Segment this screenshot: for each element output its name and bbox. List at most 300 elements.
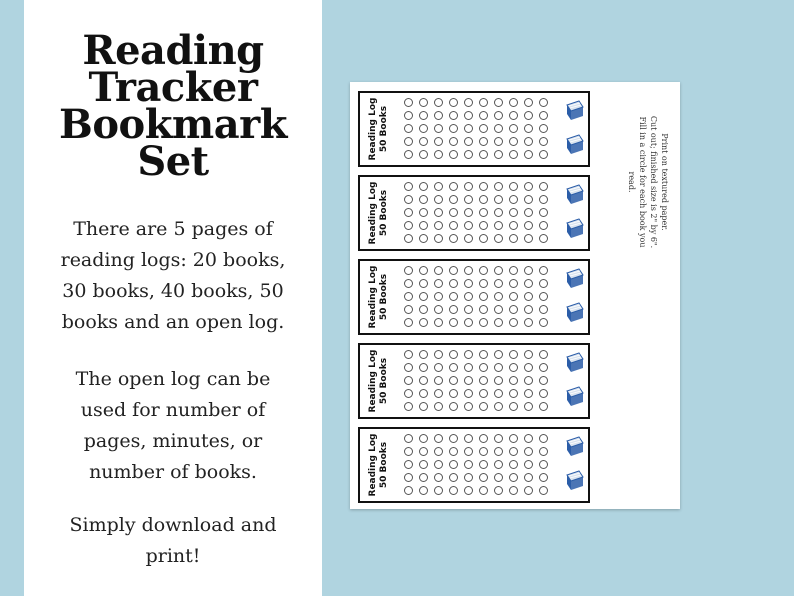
tracking-circle bbox=[434, 221, 443, 230]
bookmark-title: Reading Log bbox=[368, 349, 378, 413]
tracking-circle bbox=[539, 266, 548, 275]
tracking-circle bbox=[479, 234, 488, 243]
tracking-circle bbox=[509, 279, 518, 288]
tracking-circle bbox=[509, 473, 518, 482]
product-title bbox=[24, 27, 322, 185]
instruction-line: Print on textured paper. bbox=[660, 133, 669, 231]
tracking-circle bbox=[434, 182, 443, 191]
tracking-circle bbox=[479, 486, 488, 495]
tracking-circle bbox=[449, 460, 458, 469]
tracking-circle bbox=[449, 182, 458, 191]
tracking-circle bbox=[479, 363, 488, 372]
tracking-circle bbox=[479, 195, 488, 204]
tracking-circle bbox=[419, 124, 428, 133]
tracking-circle bbox=[434, 111, 443, 120]
tracking-circle bbox=[479, 389, 488, 398]
tracking-circle bbox=[524, 350, 533, 359]
tracking-circle bbox=[539, 221, 548, 230]
tracking-circle bbox=[539, 195, 548, 204]
tracking-circle bbox=[494, 195, 503, 204]
tracking-circle bbox=[524, 486, 533, 495]
tracking-circle bbox=[479, 221, 488, 230]
tracking-circle bbox=[479, 266, 488, 275]
tracking-circle bbox=[509, 292, 518, 301]
tracking-circle bbox=[404, 318, 413, 327]
tracking-circle bbox=[464, 363, 473, 372]
tracking-circle bbox=[464, 208, 473, 217]
tracking-circle bbox=[434, 234, 443, 243]
book-stack-icon bbox=[565, 301, 585, 325]
description-line: 30 books, 40 books, 50 bbox=[62, 280, 284, 302]
tracking-circle bbox=[494, 460, 503, 469]
tracking-circle bbox=[509, 486, 518, 495]
tracking-circle bbox=[419, 266, 428, 275]
tracking-circle bbox=[494, 305, 503, 314]
tracking-circle bbox=[539, 434, 548, 443]
tracking-circle bbox=[539, 318, 548, 327]
tracking-circle bbox=[464, 460, 473, 469]
instruction-line: Cut out; finished size is 2" by 6". bbox=[649, 115, 658, 249]
tracking-circle bbox=[509, 234, 518, 243]
tracking-circle bbox=[404, 221, 413, 230]
tracking-circle bbox=[419, 221, 428, 230]
tracking-circle bbox=[494, 434, 503, 443]
tracking-circle bbox=[479, 124, 488, 133]
tracking-circle bbox=[464, 305, 473, 314]
tracking-circle bbox=[464, 318, 473, 327]
tracking-circle bbox=[464, 266, 473, 275]
circle-grid bbox=[404, 434, 550, 497]
tracking-circle bbox=[494, 266, 503, 275]
bookmark-count: 50 Books bbox=[379, 441, 389, 489]
tracking-circle bbox=[404, 350, 413, 359]
tracking-circle bbox=[419, 305, 428, 314]
tracking-circle bbox=[509, 376, 518, 385]
tracking-circle bbox=[464, 434, 473, 443]
tracking-circle bbox=[509, 363, 518, 372]
description-paragraph-download bbox=[24, 510, 322, 572]
tracking-circle bbox=[449, 150, 458, 159]
tracking-circle bbox=[419, 234, 428, 243]
tracking-circle bbox=[404, 389, 413, 398]
tracking-circle bbox=[449, 486, 458, 495]
tracking-circle bbox=[479, 98, 488, 107]
tracking-circle bbox=[509, 318, 518, 327]
tracking-circle bbox=[464, 292, 473, 301]
tracking-circle bbox=[404, 402, 413, 411]
bookmark-count: 50 Books bbox=[379, 189, 389, 237]
tracking-circle bbox=[449, 434, 458, 443]
tracking-circle bbox=[509, 195, 518, 204]
tracking-circle bbox=[419, 434, 428, 443]
tracking-circle bbox=[419, 447, 428, 456]
tracking-circle bbox=[434, 279, 443, 288]
tracking-circle bbox=[524, 447, 533, 456]
tracking-circle bbox=[509, 208, 518, 217]
tracking-circle bbox=[434, 150, 443, 159]
tracking-circle bbox=[404, 447, 413, 456]
tracking-circle bbox=[449, 389, 458, 398]
tracking-circle bbox=[524, 137, 533, 146]
bookmark-label bbox=[362, 345, 396, 417]
tracking-circle bbox=[539, 305, 548, 314]
bookmark-2 bbox=[358, 175, 590, 251]
tracking-circle bbox=[419, 473, 428, 482]
book-stack-icon bbox=[565, 351, 585, 375]
tracking-circle bbox=[419, 363, 428, 372]
tracking-circle bbox=[494, 221, 503, 230]
tracking-circle bbox=[539, 292, 548, 301]
title-line: Tracker bbox=[88, 64, 258, 111]
tracking-circle bbox=[539, 363, 548, 372]
tracking-circle bbox=[419, 111, 428, 120]
tracking-circle bbox=[464, 182, 473, 191]
tracking-circle bbox=[449, 292, 458, 301]
tracking-circle bbox=[404, 460, 413, 469]
tracking-circle bbox=[449, 137, 458, 146]
tracking-circle bbox=[464, 111, 473, 120]
description-line: pages, minutes, or bbox=[83, 430, 263, 452]
tracking-circle bbox=[464, 234, 473, 243]
tracking-circle bbox=[494, 376, 503, 385]
tracking-circle bbox=[494, 124, 503, 133]
tracking-circle bbox=[524, 318, 533, 327]
tracking-circle bbox=[479, 447, 488, 456]
tracking-circle bbox=[404, 234, 413, 243]
circle-grid bbox=[404, 266, 550, 329]
tracking-circle bbox=[539, 486, 548, 495]
tracking-circle bbox=[434, 195, 443, 204]
tracking-circle bbox=[419, 98, 428, 107]
tracking-circle bbox=[464, 137, 473, 146]
tracking-circle bbox=[509, 182, 518, 191]
tracking-circle bbox=[404, 111, 413, 120]
tracking-circle bbox=[464, 376, 473, 385]
tracking-circle bbox=[419, 208, 428, 217]
tracking-circle bbox=[494, 208, 503, 217]
tracking-circle bbox=[434, 350, 443, 359]
tracking-circle bbox=[419, 402, 428, 411]
tracking-circle bbox=[464, 447, 473, 456]
tracking-circle bbox=[434, 486, 443, 495]
tracking-circle bbox=[404, 182, 413, 191]
bookmark-label bbox=[362, 93, 396, 165]
tracking-circle bbox=[524, 98, 533, 107]
tracking-circle bbox=[494, 447, 503, 456]
tracking-circle bbox=[524, 305, 533, 314]
tracking-circle bbox=[494, 363, 503, 372]
bookmark-title: Reading Log bbox=[368, 265, 378, 329]
tracking-circle bbox=[524, 221, 533, 230]
tracking-circle bbox=[434, 98, 443, 107]
tracking-circle bbox=[509, 266, 518, 275]
tracking-circle bbox=[494, 279, 503, 288]
tracking-circle bbox=[479, 376, 488, 385]
tracking-circle bbox=[479, 402, 488, 411]
book-stack-icon bbox=[565, 435, 585, 459]
book-stack-icon bbox=[565, 267, 585, 291]
tracking-circle bbox=[509, 447, 518, 456]
tracking-circle bbox=[524, 402, 533, 411]
tracking-circle bbox=[404, 137, 413, 146]
tracking-circle bbox=[509, 221, 518, 230]
tracking-circle bbox=[419, 182, 428, 191]
title-line: Reading bbox=[82, 27, 264, 74]
tracking-circle bbox=[524, 195, 533, 204]
tracking-circle bbox=[434, 305, 443, 314]
bookmark-count: 50 Books bbox=[379, 357, 389, 405]
tracking-circle bbox=[509, 137, 518, 146]
tracking-circle bbox=[509, 402, 518, 411]
tracking-circle bbox=[434, 447, 443, 456]
tracking-circle bbox=[524, 234, 533, 243]
tracking-circle bbox=[524, 389, 533, 398]
tracking-circle bbox=[539, 150, 548, 159]
bookmark-label bbox=[362, 177, 396, 249]
tracking-circle bbox=[404, 124, 413, 133]
tracking-circle bbox=[434, 318, 443, 327]
tracking-circle bbox=[449, 318, 458, 327]
tracking-circle bbox=[419, 137, 428, 146]
tracking-circle bbox=[539, 234, 548, 243]
tracking-circle bbox=[479, 434, 488, 443]
tracking-circle bbox=[494, 350, 503, 359]
tracking-circle bbox=[404, 363, 413, 372]
tracking-circle bbox=[494, 234, 503, 243]
tracking-circle bbox=[419, 318, 428, 327]
tracking-circle bbox=[464, 195, 473, 204]
tracking-circle bbox=[479, 111, 488, 120]
tracking-circle bbox=[524, 434, 533, 443]
tracking-circle bbox=[479, 279, 488, 288]
bookmark-title: Reading Log bbox=[368, 97, 378, 161]
tracking-circle bbox=[419, 376, 428, 385]
circle-grid bbox=[404, 182, 550, 245]
tracking-circle bbox=[509, 305, 518, 314]
tracking-circle bbox=[494, 473, 503, 482]
tracking-circle bbox=[509, 460, 518, 469]
tracking-circle bbox=[479, 473, 488, 482]
tracking-circle bbox=[449, 350, 458, 359]
tracking-circle bbox=[539, 98, 548, 107]
tracking-circle bbox=[404, 486, 413, 495]
tracking-circle bbox=[464, 473, 473, 482]
tracking-circle bbox=[524, 363, 533, 372]
tracking-circle bbox=[539, 376, 548, 385]
tracking-circle bbox=[419, 486, 428, 495]
tracking-circle bbox=[539, 350, 548, 359]
tracking-circle bbox=[434, 434, 443, 443]
tracking-circle bbox=[524, 279, 533, 288]
tracking-circle bbox=[404, 473, 413, 482]
tracking-circle bbox=[434, 124, 443, 133]
tracking-circle bbox=[449, 266, 458, 275]
tracking-circle bbox=[404, 434, 413, 443]
tracking-circle bbox=[449, 363, 458, 372]
tracking-circle bbox=[479, 182, 488, 191]
tracking-circle bbox=[524, 473, 533, 482]
description-line: number of books. bbox=[89, 461, 257, 483]
tracking-circle bbox=[449, 195, 458, 204]
description-paragraph-pages bbox=[24, 214, 322, 338]
description-paragraph-open-log bbox=[24, 364, 322, 488]
tracking-circle bbox=[434, 376, 443, 385]
tracking-circle bbox=[404, 292, 413, 301]
bookmark-label bbox=[362, 429, 396, 501]
bookmark-title: Reading Log bbox=[368, 181, 378, 245]
tracking-circle bbox=[464, 389, 473, 398]
tracking-circle bbox=[494, 292, 503, 301]
tracking-circle bbox=[434, 389, 443, 398]
tracking-circle bbox=[434, 208, 443, 217]
tracking-circle bbox=[509, 124, 518, 133]
tracking-circle bbox=[449, 376, 458, 385]
tracking-circle bbox=[404, 195, 413, 204]
tracking-circle bbox=[449, 305, 458, 314]
tracking-circle bbox=[524, 124, 533, 133]
tracking-circle bbox=[479, 150, 488, 159]
tracking-circle bbox=[449, 98, 458, 107]
tracking-circle bbox=[419, 150, 428, 159]
tracking-circle bbox=[539, 208, 548, 217]
tracking-circle bbox=[419, 350, 428, 359]
tracking-circle bbox=[539, 111, 548, 120]
tracking-circle bbox=[479, 208, 488, 217]
tracking-circle bbox=[539, 460, 548, 469]
tracking-circle bbox=[404, 279, 413, 288]
tracking-circle bbox=[524, 208, 533, 217]
tracking-circle bbox=[539, 137, 548, 146]
tracking-circle bbox=[509, 111, 518, 120]
tracking-circle bbox=[464, 150, 473, 159]
description-line: books and an open log. bbox=[61, 311, 285, 333]
left-info-panel bbox=[24, 0, 322, 596]
tracking-circle bbox=[464, 279, 473, 288]
description-line: used for number of bbox=[80, 399, 266, 421]
bookmark-3 bbox=[358, 259, 590, 335]
tracking-circle bbox=[449, 402, 458, 411]
tracking-circle bbox=[509, 150, 518, 159]
printable-sheet-preview bbox=[350, 82, 680, 509]
tracking-circle bbox=[434, 292, 443, 301]
tracking-circle bbox=[419, 279, 428, 288]
tracking-circle bbox=[464, 486, 473, 495]
book-stack-icon bbox=[565, 217, 585, 241]
tracking-circle bbox=[479, 350, 488, 359]
instruction-line: Fill in a circle for each book you bbox=[638, 116, 647, 248]
tracking-circle bbox=[404, 266, 413, 275]
tracking-circle bbox=[449, 279, 458, 288]
circle-grid bbox=[404, 98, 550, 161]
tracking-circle bbox=[464, 221, 473, 230]
title-line: Set bbox=[137, 138, 209, 185]
tracking-circle bbox=[434, 402, 443, 411]
tracking-circle bbox=[509, 434, 518, 443]
tracking-circle bbox=[494, 182, 503, 191]
tracking-circle bbox=[524, 111, 533, 120]
book-stack-icon bbox=[565, 469, 585, 493]
tracking-circle bbox=[464, 350, 473, 359]
circle-grid bbox=[404, 350, 550, 413]
tracking-circle bbox=[494, 98, 503, 107]
tracking-circle bbox=[494, 389, 503, 398]
tracking-circle bbox=[419, 389, 428, 398]
tracking-circle bbox=[449, 221, 458, 230]
tracking-circle bbox=[434, 137, 443, 146]
tracking-circle bbox=[539, 473, 548, 482]
tracking-circle bbox=[434, 363, 443, 372]
tracking-circle bbox=[479, 318, 488, 327]
tracking-circle bbox=[419, 195, 428, 204]
book-stack-icon bbox=[565, 183, 585, 207]
description-line: reading logs: 20 books, bbox=[60, 249, 286, 271]
tracking-circle bbox=[494, 137, 503, 146]
tracking-circle bbox=[419, 292, 428, 301]
tracking-circle bbox=[464, 98, 473, 107]
description-line: The open log can be bbox=[75, 368, 271, 390]
bookmark-label bbox=[362, 261, 396, 333]
tracking-circle bbox=[449, 234, 458, 243]
book-stack-icon bbox=[565, 133, 585, 157]
description-line: print! bbox=[145, 545, 201, 567]
tracking-circle bbox=[479, 305, 488, 314]
bookmark-count: 50 Books bbox=[379, 273, 389, 321]
book-stack-icon bbox=[565, 99, 585, 123]
tracking-circle bbox=[494, 150, 503, 159]
title-line: Bookmark bbox=[59, 101, 287, 148]
tracking-circle bbox=[539, 389, 548, 398]
tracking-circle bbox=[539, 124, 548, 133]
bookmark-4 bbox=[358, 343, 590, 419]
book-stack-icon bbox=[565, 385, 585, 409]
tracking-circle bbox=[539, 447, 548, 456]
tracking-circle bbox=[404, 376, 413, 385]
tracking-circle bbox=[524, 460, 533, 469]
tracking-circle bbox=[509, 98, 518, 107]
tracking-circle bbox=[479, 292, 488, 301]
description-line: Simply download and bbox=[69, 514, 277, 536]
tracking-circle bbox=[449, 124, 458, 133]
tracking-circle bbox=[449, 111, 458, 120]
bookmark-5 bbox=[358, 427, 590, 503]
print-instructions bbox=[618, 92, 678, 272]
description-line: There are 5 pages of bbox=[73, 218, 273, 240]
tracking-circle bbox=[539, 182, 548, 191]
tracking-circle bbox=[524, 182, 533, 191]
instruction-line: read. bbox=[627, 171, 636, 193]
tracking-circle bbox=[509, 350, 518, 359]
tracking-circle bbox=[464, 124, 473, 133]
tracking-circle bbox=[524, 150, 533, 159]
tracking-circle bbox=[404, 150, 413, 159]
tracking-circle bbox=[449, 208, 458, 217]
tracking-circle bbox=[479, 137, 488, 146]
bookmark-title: Reading Log bbox=[368, 433, 378, 497]
tracking-circle bbox=[494, 111, 503, 120]
tracking-circle bbox=[494, 318, 503, 327]
tracking-circle bbox=[494, 402, 503, 411]
tracking-circle bbox=[449, 447, 458, 456]
tracking-circle bbox=[434, 473, 443, 482]
tracking-circle bbox=[449, 473, 458, 482]
bookmark-count: 50 Books bbox=[379, 105, 389, 153]
tracking-circle bbox=[494, 486, 503, 495]
tracking-circle bbox=[404, 305, 413, 314]
tracking-circle bbox=[464, 402, 473, 411]
tracking-circle bbox=[509, 389, 518, 398]
tracking-circle bbox=[404, 98, 413, 107]
tracking-circle bbox=[419, 460, 428, 469]
